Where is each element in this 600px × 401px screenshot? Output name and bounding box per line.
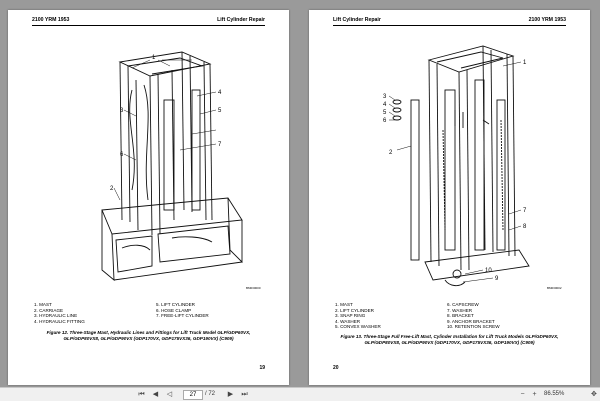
right-page-number: 20 (333, 365, 339, 371)
legend-item: 4. WASHER (335, 318, 361, 324)
legend-item: 3. SNAP RING (335, 313, 366, 319)
left-figure-code: BM030000 (246, 286, 261, 290)
left-callout-1: 1 (152, 55, 156, 61)
legend-item: 2. CARRIAGE (34, 307, 64, 313)
prev-view-icon[interactable]: ◁ (166, 391, 173, 398)
legend-item: 2. LIFT CYLINDER (335, 307, 374, 313)
left-figure-caption: Figure 12. Three-Stage Mast, Hydraulic Lines and Fittings for Lift Truck Model GLP/GDP60VX, GLP/GDP80VX8, GLP/GDP90VX (GDP170VX, GDP175VX36, GDP190VX) (C909) (46, 330, 251, 341)
right-callout-1: 1 (523, 60, 527, 66)
right-callout-7: 7 (523, 208, 527, 214)
left-header-section: Lift Cylinder Repair (217, 17, 265, 23)
legend-item: 7. WASHER (447, 307, 473, 313)
legend-item: 6. CAPSCREW (447, 302, 479, 307)
legend-item: 1. MAST (335, 302, 353, 307)
left-callout-5: 5 (218, 108, 222, 114)
zoom-out-icon[interactable]: − (520, 391, 525, 398)
right-callout-3: 3 (383, 94, 387, 100)
legend-item: 1. MAST (34, 302, 52, 307)
right-figure-caption: Figure 13. Three-Stage Full Free-Lift Mast, Cylinder Installation for Lift Truck Models GLP/GDP60VX, GLP/GDP80VX8, GLP/GDP90VX (GDP170VX, GDP175VX36, GDP190VX) (C909) (340, 334, 559, 345)
right-callout-2: 2 (389, 150, 393, 156)
legend-item: 5. LIFT CYLINDER (156, 302, 195, 307)
right-header-rule (333, 25, 566, 26)
page-total: / 72 (205, 391, 216, 397)
legend-item: 10. RETENTION SCREW (447, 324, 500, 330)
left-callout-3: 3 (120, 108, 124, 114)
right-mast-illustration (333, 30, 566, 295)
left-legend-col1 (34, 302, 85, 324)
pan-icon[interactable]: ✥ (591, 391, 597, 398)
left-callout-6: 6 (120, 152, 124, 158)
left-header-rule (32, 25, 265, 26)
first-page-icon[interactable]: ⏮ (138, 391, 145, 398)
legend-item: 5. CONVEX WASHER (335, 324, 381, 330)
legend-item: 9. ANCHOR BRACKET (447, 318, 495, 324)
legend-item: 8. BRACKET (447, 313, 474, 319)
last-page-icon[interactable]: ⏭ (241, 391, 248, 398)
right-figure-code: BM030002 (547, 286, 562, 290)
left-page-number: 19 (259, 365, 265, 371)
right-legend-col2 (447, 302, 500, 330)
viewer-toolbar (0, 387, 600, 401)
legend-item: 7. FREE-LIFT CYLINDER (156, 313, 209, 319)
page-number-input[interactable]: 27 (183, 390, 203, 400)
legend-item: 4. HYDRAULIC FITTING (34, 318, 85, 324)
zoom-level[interactable]: 86.55% (544, 391, 565, 397)
right-callout-10: 10 (485, 268, 492, 274)
zoom-in-icon[interactable]: + (532, 391, 537, 398)
left-callout-4: 4 (218, 90, 222, 96)
prev-page-icon[interactable]: ◀ (152, 391, 159, 398)
right-callout-4: 4 (383, 102, 387, 108)
left-page (8, 10, 289, 385)
right-callout-6: 6 (383, 118, 387, 124)
next-page-icon[interactable]: ▶ (227, 391, 234, 398)
left-callout-2: 2 (110, 186, 114, 192)
right-callout-5: 5 (383, 110, 387, 116)
right-callout-8: 8 (523, 224, 527, 230)
right-callout-9: 9 (495, 276, 499, 282)
right-header-doc-id: 2100 YRM 1953 (528, 17, 566, 23)
left-callout-7: 7 (218, 142, 222, 148)
right-legend-col1 (335, 302, 381, 330)
left-legend-col2 (156, 302, 209, 319)
legend-item: 6. HOSE CLAMP (156, 307, 192, 313)
left-mast-illustration (32, 30, 265, 295)
left-header-doc-id: 2100 YRM 1953 (32, 17, 70, 23)
right-page (309, 10, 590, 385)
legend-item: 3. HYDRAULIC LINE (34, 313, 78, 319)
right-header-section: Lift Cylinder Repair (333, 17, 381, 23)
